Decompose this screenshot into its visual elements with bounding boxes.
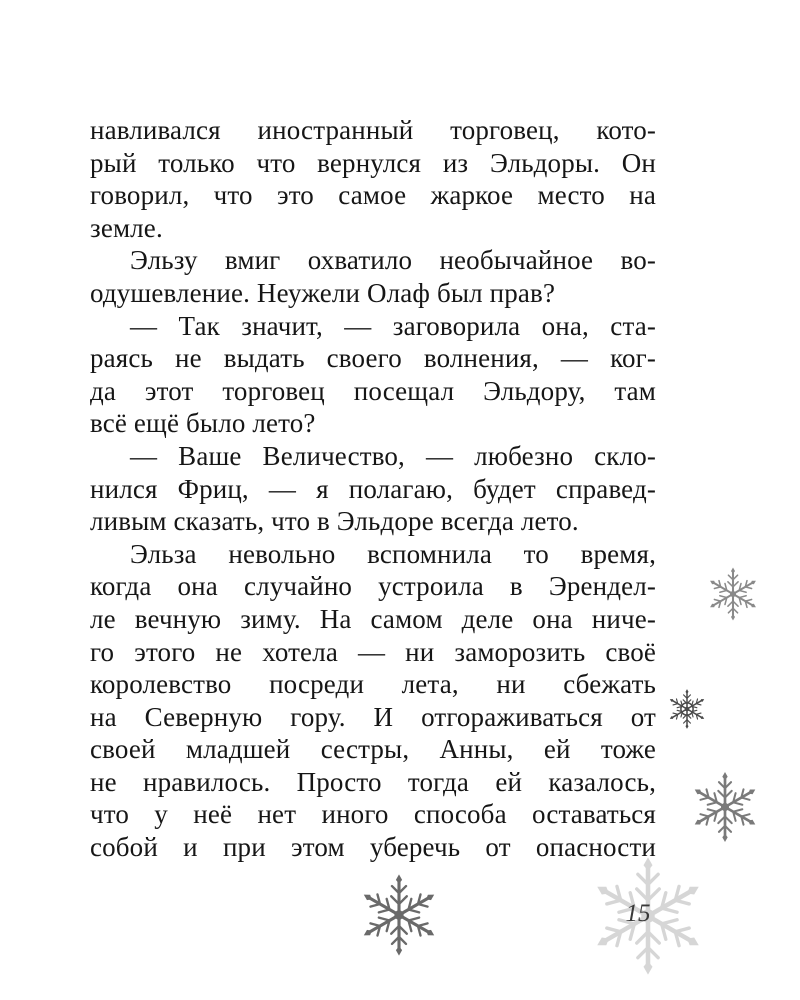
snowflake-icon bbox=[705, 566, 761, 622]
text-line: раясь не выдать своего волнения, — ког- bbox=[90, 343, 656, 374]
text-line: не нравилось. Просто тогда ей казалось, bbox=[90, 766, 656, 797]
text-line: собой и при этом уберечь от опасности bbox=[90, 832, 656, 863]
text-line: земле. bbox=[90, 212, 163, 243]
text-line: рый только что вернулся из Эльдоры. Он bbox=[90, 147, 656, 178]
text-line: ле вечную зиму. На самом деле она ниче- bbox=[90, 603, 656, 634]
text-line: что у неё нет иного способа оставаться bbox=[90, 799, 656, 830]
text-line: — Так значит, — заговорила она, ста- bbox=[130, 310, 656, 341]
text-line: — Ваше Величество, — любезно скло- bbox=[130, 440, 656, 471]
text-line: на Северную гору. И отгораживаться от bbox=[90, 701, 656, 732]
text-line: когда она случайно устроила в Эрендел- bbox=[90, 571, 656, 602]
text-line: го этого не хотела — ни заморозить своё bbox=[90, 636, 656, 667]
text-line: говорил, что это самое жаркое место на bbox=[90, 180, 656, 211]
text-line: всё ещё было лето? bbox=[90, 408, 316, 439]
snowflake-icon bbox=[356, 872, 442, 958]
text-line: навливался иностранный торговец, кото- bbox=[90, 115, 656, 145]
text-line: своей младшей сестры, Анны, ей тоже bbox=[90, 734, 656, 765]
page-text bbox=[90, 114, 656, 864]
text-line: нился Фриц, — я полагаю, будет справед- bbox=[90, 473, 656, 504]
page-number: 15 bbox=[625, 900, 651, 927]
text-line: королевство посреди лета, ни сбежать bbox=[90, 669, 656, 700]
text-line: одушевление. Неужели Олаф был прав? bbox=[90, 277, 556, 308]
snowflake-icon bbox=[666, 688, 708, 730]
text-line: да этот торговец посещал Эльдору, там bbox=[90, 375, 656, 406]
text-line: Эльзу вмиг охватило необычайное во- bbox=[130, 245, 656, 276]
text-line: ливым сказать, что в Эльдоре всегда лето. bbox=[90, 506, 579, 537]
text-line: Эльза невольно вспомнила то время, bbox=[130, 538, 656, 569]
snowflake-icon bbox=[688, 770, 762, 844]
